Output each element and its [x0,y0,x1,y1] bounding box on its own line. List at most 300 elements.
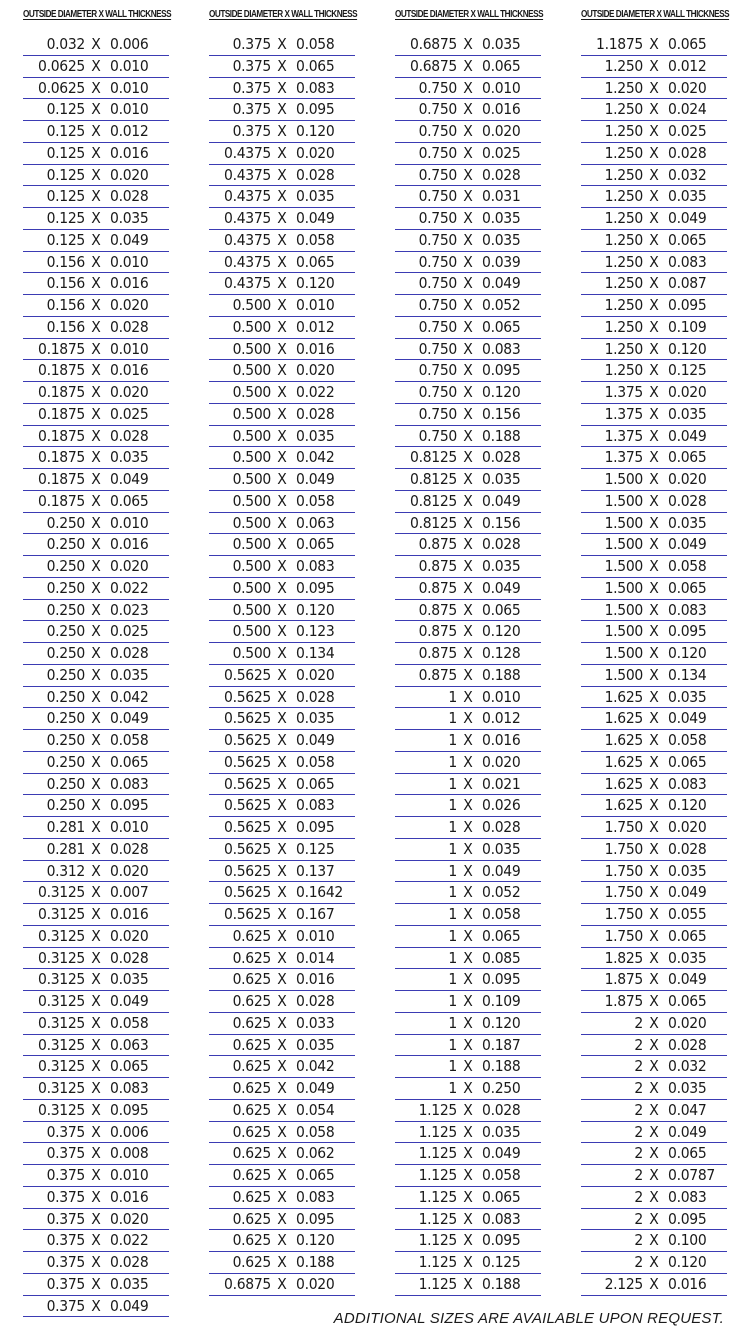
by-separator: X [463,839,473,858]
outside-diameter: 1.750 [604,861,643,880]
wall-thickness: 0.058 [482,1166,521,1184]
wall-thickness: 0.052 [482,296,521,314]
outside-diameter: 1 [448,818,457,836]
by-separator: X [649,165,659,184]
wall-thickness: 0.049 [482,1144,521,1163]
by-separator: X [463,317,473,336]
size-row [581,1013,727,1035]
wall-thickness: 0.049 [296,1079,335,1097]
size-row [395,339,541,361]
by-separator: X [463,687,473,706]
by-separator: X [649,100,659,119]
outside-diameter: 0.375 [46,1122,85,1141]
by-separator: X [649,78,659,97]
outside-diameter: 1.500 [604,644,643,662]
outside-diameter: 0.125 [46,122,85,140]
outside-diameter: 0.3125 [38,1013,85,1032]
outside-diameter: 1 [448,883,457,902]
by-separator: X [649,143,659,162]
wall-thickness: 0.049 [296,731,335,749]
size-row [581,969,727,991]
wall-thickness: 0.049 [482,578,521,597]
outside-diameter: 0.625 [232,1231,271,1250]
size-row [395,317,541,339]
size-row [23,143,169,165]
outside-diameter: 1.375 [604,426,643,445]
by-separator: X [649,383,659,401]
by-separator: X [649,209,659,227]
by-separator: X [649,513,659,532]
outside-diameter: 0.750 [418,100,457,119]
by-separator: X [91,1274,101,1293]
size-row [23,230,169,252]
outside-diameter: 0.125 [46,230,85,249]
wall-thickness: 0.125 [296,839,335,858]
outside-diameter: 1.375 [604,383,643,401]
outside-diameter: 2 [634,1209,643,1228]
outside-diameter: 1 [448,948,457,967]
by-separator: X [463,209,473,227]
size-row [209,795,355,817]
outside-diameter: 0.875 [418,600,457,619]
size-row [395,1165,541,1187]
wall-thickness: 0.065 [668,578,707,597]
by-separator: X [649,535,659,554]
size-row [395,230,541,252]
by-separator: X [91,100,101,119]
wall-thickness: 0.021 [482,774,521,793]
by-separator: X [91,535,101,554]
outside-diameter: 0.375 [46,1231,85,1250]
wall-thickness: 0.014 [296,948,335,967]
size-row [23,208,169,230]
wall-thickness: 0.065 [110,752,149,771]
by-separator: X [91,1296,101,1315]
wall-thickness: 0.156 [482,513,521,532]
outside-diameter: 0.375 [46,1209,85,1228]
by-separator: X [463,926,473,945]
by-separator: X [277,557,287,575]
by-separator: X [463,970,473,989]
size-row [23,34,169,56]
wall-thickness: 0.016 [110,1187,149,1206]
size-row [395,1252,541,1274]
size-row [395,621,541,643]
wall-thickness: 0.109 [482,992,521,1010]
by-separator: X [463,535,473,554]
by-separator: X [463,948,473,967]
size-row [23,1296,169,1318]
outside-diameter: 1.1875 [596,35,643,53]
size-row [581,1078,727,1100]
wall-thickness: 0.065 [110,1057,149,1076]
outside-diameter: 0.125 [46,143,85,162]
by-separator: X [91,339,101,358]
outside-diameter: 0.500 [232,491,271,510]
size-row [23,752,169,774]
outside-diameter: 0.625 [232,1209,271,1228]
by-separator: X [277,361,287,380]
by-separator: X [463,1209,473,1228]
wall-thickness: 0.083 [668,1187,707,1206]
size-row [581,795,727,817]
outside-diameter: 0.750 [418,143,457,162]
size-row [581,295,727,317]
outside-diameter: 1 [448,905,457,923]
size-row [581,143,727,165]
wall-thickness: 0.035 [296,187,335,206]
wall-thickness: 0.028 [110,1253,149,1271]
by-separator: X [649,339,659,358]
wall-thickness: 0.065 [296,1166,335,1184]
size-row [209,295,355,317]
wall-thickness: 0.049 [668,426,707,445]
wall-thickness: 0.095 [296,100,335,119]
size-row [209,1274,355,1296]
wall-thickness: 0.008 [110,1144,149,1163]
outside-diameter: 0.750 [418,339,457,358]
by-separator: X [91,1013,101,1032]
outside-diameter: 0.500 [232,578,271,597]
outside-diameter: 2 [634,1035,643,1054]
column-header: OUTSIDE DIAMETER X WALL THICKNESS [209,9,358,20]
wall-thickness: 0.065 [668,1144,707,1163]
outside-diameter: 1.250 [604,339,643,358]
outside-diameter: 0.750 [418,274,457,293]
wall-thickness: 0.026 [482,796,521,815]
by-separator: X [649,622,659,641]
wall-thickness: 0.035 [110,448,149,467]
wall-thickness: 0.022 [110,578,149,597]
size-row [395,491,541,513]
wall-thickness: 0.120 [668,1253,707,1271]
size-row [581,426,727,448]
by-separator: X [277,252,287,271]
size-row [209,1100,355,1122]
by-separator: X [649,1166,659,1184]
wall-thickness: 0.028 [296,687,335,706]
by-separator: X [277,752,287,771]
by-separator: X [463,1013,473,1032]
size-row [581,708,727,730]
size-row [23,317,169,339]
size-row [23,513,169,535]
outside-diameter: 0.625 [232,1187,271,1206]
by-separator: X [277,926,287,945]
by-separator: X [277,35,287,53]
outside-diameter: 1.250 [604,296,643,314]
outside-diameter: 0.250 [46,644,85,662]
size-row [581,1252,727,1274]
outside-diameter: 0.4375 [224,143,271,162]
outside-diameter: 0.750 [418,165,457,184]
wall-thickness: 0.083 [110,1079,149,1097]
size-row [209,774,355,796]
wall-thickness: 0.250 [482,1079,521,1097]
size-row [395,752,541,774]
outside-diameter: 0.3125 [38,905,85,923]
wall-thickness: 0.058 [296,491,335,510]
by-separator: X [277,1209,287,1228]
outside-diameter: 1.125 [418,1253,457,1271]
wall-thickness: 0.020 [668,818,707,836]
by-separator: X [91,883,101,902]
by-separator: X [277,948,287,967]
size-row [209,861,355,883]
wall-thickness: 0.095 [110,1100,149,1119]
size-row [23,578,169,600]
size-row [395,273,541,295]
by-separator: X [463,731,473,749]
by-separator: X [91,709,101,728]
wall-thickness: 0.010 [110,339,149,358]
by-separator: X [277,513,287,532]
by-separator: X [277,687,287,706]
outside-diameter: 0.281 [46,839,85,858]
wall-thickness: 0.049 [110,1296,149,1315]
size-row [395,991,541,1013]
size-row [395,295,541,317]
size-row [581,556,727,578]
size-row [23,861,169,883]
size-row [581,469,727,491]
outside-diameter: 0.8125 [410,491,457,510]
wall-thickness: 0.022 [110,1231,149,1250]
wall-thickness: 0.058 [296,35,335,53]
by-separator: X [91,491,101,510]
outside-diameter: 1.125 [418,1166,457,1184]
by-separator: X [91,970,101,989]
wall-thickness: 0.035 [668,948,707,967]
by-separator: X [649,665,659,684]
outside-diameter: 0.8125 [410,448,457,467]
size-row [23,904,169,926]
by-separator: X [463,274,473,293]
outside-diameter: 0.625 [232,1013,271,1032]
outside-diameter: 1.250 [604,100,643,119]
size-row [23,491,169,513]
by-separator: X [91,796,101,815]
size-row [395,665,541,687]
wall-thickness: 0.028 [110,317,149,336]
outside-diameter: 0.375 [46,1296,85,1315]
outside-diameter: 1 [448,992,457,1010]
size-row [395,252,541,274]
size-row [23,121,169,143]
outside-diameter: 0.375 [46,1274,85,1293]
size-row [209,948,355,970]
size-row [209,1252,355,1274]
by-separator: X [91,1253,101,1271]
wall-thickness: 0.049 [668,883,707,902]
wall-thickness: 0.065 [482,56,521,75]
outside-diameter: 2 [634,1057,643,1076]
by-separator: X [463,796,473,815]
outside-diameter: 0.750 [418,404,457,423]
outside-diameter: 0.156 [46,317,85,336]
outside-diameter: 1.750 [604,839,643,858]
outside-diameter: 2 [634,1100,643,1119]
wall-thickness: 0.083 [482,1209,521,1228]
by-separator: X [91,187,101,206]
size-row [23,1165,169,1187]
size-row [209,600,355,622]
wall-thickness: 0.035 [110,970,149,989]
wall-thickness: 0.049 [482,491,521,510]
wall-thickness: 0.134 [668,665,707,684]
outside-diameter: 1.625 [604,752,643,771]
size-row [395,1013,541,1035]
by-separator: X [649,731,659,749]
size-row [395,534,541,556]
by-separator: X [277,448,287,467]
by-separator: X [277,600,287,619]
size-row [395,382,541,404]
wall-thickness: 0.020 [110,165,149,184]
outside-diameter: 0.8125 [410,513,457,532]
by-separator: X [463,361,473,380]
size-row [395,165,541,187]
outside-diameter: 1.625 [604,687,643,706]
outside-diameter: 1 [448,839,457,858]
wall-thickness: 0.188 [482,665,521,684]
wall-thickness: 0.028 [482,535,521,554]
outside-diameter: 0.375 [232,56,271,75]
outside-diameter: 1.750 [604,818,643,836]
size-row [395,556,541,578]
outside-diameter: 0.625 [232,1079,271,1097]
size-row [209,817,355,839]
size-row [581,78,727,100]
size-row [23,252,169,274]
size-row [395,643,541,665]
wall-thickness: 0.083 [110,774,149,793]
by-separator: X [463,252,473,271]
by-separator: X [277,1231,287,1250]
by-separator: X [649,56,659,75]
wall-thickness: 0.028 [668,143,707,162]
size-row [395,839,541,861]
size-row [581,1035,727,1057]
wall-thickness: 0.010 [110,56,149,75]
wall-thickness: 0.028 [668,839,707,858]
by-separator: X [277,1057,287,1076]
wall-thickness: 0.028 [482,165,521,184]
by-separator: X [649,948,659,967]
wall-thickness: 0.095 [482,970,521,989]
size-row [581,360,727,382]
size-row [395,469,541,491]
outside-diameter: 0.156 [46,274,85,293]
outside-diameter: 0.312 [46,861,85,880]
outside-diameter: 0.1875 [38,339,85,358]
wall-thickness: 0.095 [296,578,335,597]
size-row [581,1230,727,1252]
outside-diameter: 1 [448,861,457,880]
wall-thickness: 0.032 [668,165,707,184]
wall-thickness: 0.035 [482,839,521,858]
column-header: OUTSIDE DIAMETER X WALL THICKNESS [395,9,544,20]
by-separator: X [463,1079,473,1097]
outside-diameter: 2 [634,1144,643,1163]
size-row [581,382,727,404]
wall-thickness: 0.120 [482,1013,521,1032]
size-row [395,861,541,883]
size-row [209,426,355,448]
outside-diameter: 0.3125 [38,970,85,989]
by-separator: X [277,622,287,641]
wall-thickness: 0.187 [482,1035,521,1054]
outside-diameter: 1 [448,709,457,728]
wall-thickness: 0.065 [668,230,707,249]
wall-thickness: 0.058 [482,905,521,923]
outside-diameter: 0.500 [232,622,271,641]
size-row [581,491,727,513]
size-row [581,1100,727,1122]
outside-diameter: 0.4375 [224,165,271,184]
size-row [209,621,355,643]
by-separator: X [463,426,473,445]
size-row [209,165,355,187]
outside-diameter: 0.281 [46,818,85,836]
outside-diameter: 0.750 [418,230,457,249]
by-separator: X [91,948,101,967]
wall-thickness: 0.035 [482,230,521,249]
wall-thickness: 0.125 [668,361,707,380]
wall-thickness: 0.123 [296,622,335,641]
by-separator: X [91,143,101,162]
wall-thickness: 0.188 [482,1274,521,1293]
outside-diameter: 0.125 [46,100,85,119]
size-row [209,382,355,404]
size-row [23,360,169,382]
wall-thickness: 0.035 [668,187,707,206]
by-separator: X [277,839,287,858]
size-row [209,513,355,535]
by-separator: X [91,209,101,227]
size-row [581,817,727,839]
size-row [395,360,541,382]
wall-thickness: 0.062 [296,1144,335,1163]
outside-diameter: 0.250 [46,796,85,815]
outside-diameter: 0.1875 [38,361,85,380]
wall-thickness: 0.012 [110,122,149,140]
outside-diameter: 1 [448,926,457,945]
by-separator: X [91,78,101,97]
size-row [395,600,541,622]
wall-thickness: 0.065 [296,252,335,271]
wall-thickness: 0.095 [668,1209,707,1228]
size-row [209,1143,355,1165]
outside-diameter: 0.875 [418,644,457,662]
outside-diameter: 0.625 [232,970,271,989]
outside-diameter: 0.5625 [224,796,271,815]
size-column-2 [209,8,358,1296]
size-row [581,578,727,600]
wall-thickness: 0.024 [668,100,707,119]
wall-thickness: 0.065 [668,35,707,53]
outside-diameter: 0.250 [46,535,85,554]
size-row [23,687,169,709]
by-separator: X [91,361,101,380]
outside-diameter: 0.625 [232,1253,271,1271]
wall-thickness: 0.065 [482,317,521,336]
size-row [395,186,541,208]
by-separator: X [463,1122,473,1141]
by-separator: X [463,56,473,75]
by-separator: X [649,970,659,989]
wall-thickness: 0.120 [668,339,707,358]
